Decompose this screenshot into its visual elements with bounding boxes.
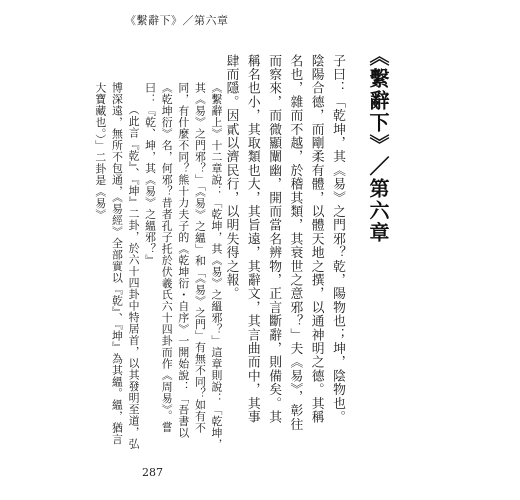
main-text-paragraph: 子曰：「乾坤，其《易》之門邪？乾，陽物也；坤，陰物也。陰陽合德，而剛柔有體，以體天地之撰，以通神明之德。其稱名也，雜而不越，於稽其類，其衰世之意邪？」夫《易》，彰往而察來，而微顯闡幽，開而當名辨物，正言斷辭，則備矣。其稱名也小，其取類也大，其旨遠，其辭文，其言曲而中，其事肆而隱。因貳以濟民行，以明失得之報。 [223, 54, 345, 432]
chapter-title: 《繫辭下》／第六章 [366, 46, 390, 244]
page-number: 287 [142, 466, 163, 479]
main-text-block [220, 54, 348, 432]
commentary-block [91, 82, 224, 452]
running-header: 《繫辭下》／第六章 [125, 14, 229, 27]
commentary-note: （此言『乾』、『坤』二卦，於六十四卦中特居首，以其發明至道，弘博深遠，無所不包通，《易經》全部實以『乾』、『坤』為其縕。縕，猶言大寶藏也。）」二卦是《易》 [93, 82, 141, 450]
commentary-paragraph: 《繫辭上》十二章說：「乾坤，其《易》之縕邪？」這章則說：「乾坤，其《易》之門邪？」「《易》之縕」和「《易》之門」有無不同？如有不同，有什麼不同？熊十力夫子的《乾坤衍・自序》一開始說：「吾書以《乾坤衍》名，何邪？昔者孔子托於伏羲氏六十四卦而作《周易》。嘗曰：『乾、坤，其《易》之縕邪？』 [143, 82, 223, 450]
